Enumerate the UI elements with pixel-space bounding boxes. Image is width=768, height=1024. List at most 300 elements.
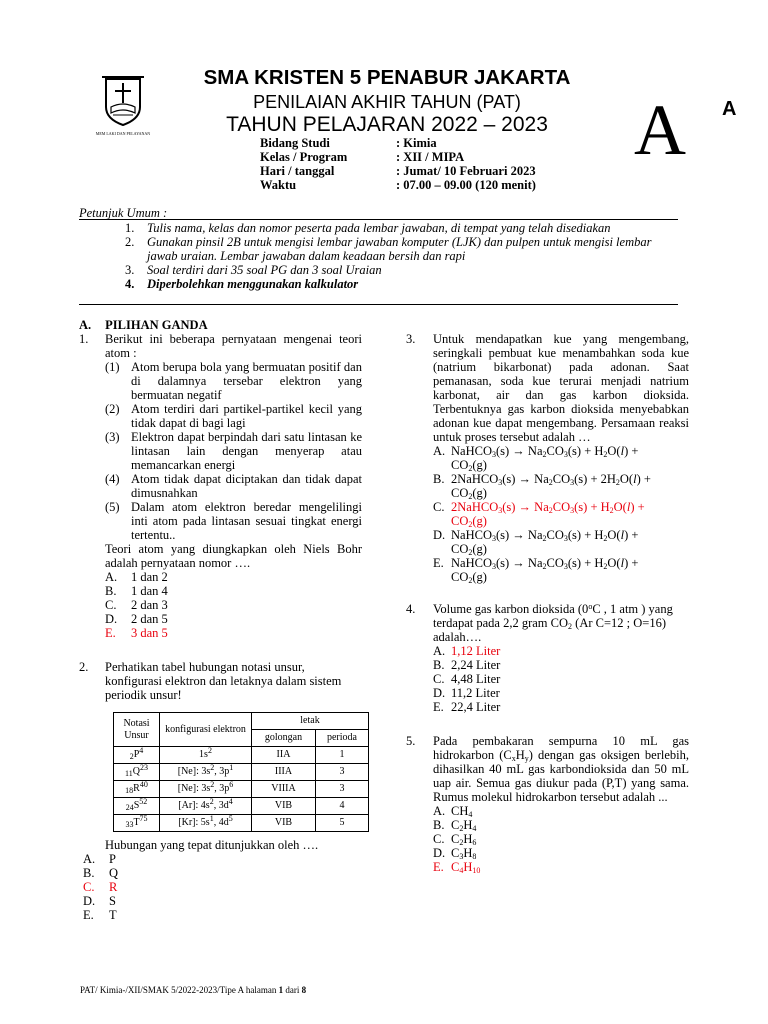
- subscript: 3: [491, 534, 496, 543]
- option-d[interactable]: [83, 894, 362, 908]
- statement-text: Atom berupa bola yang bermuatan positif dan di dalamnya tersebar elektron yang bermuatan negatif: [131, 360, 362, 402]
- cell-notasi: [114, 815, 160, 832]
- formula: CO: [451, 514, 469, 528]
- arrow-product: → Na: [509, 556, 543, 570]
- cell-konfig: [160, 764, 252, 781]
- header-perioda: perioda: [315, 730, 368, 747]
- option-text: Q: [109, 866, 119, 880]
- subscript: y: [524, 754, 529, 763]
- section-divider: [79, 304, 678, 305]
- option-letter: E.: [433, 700, 444, 714]
- instruction-number: 4.: [125, 277, 135, 291]
- section-heading: [79, 318, 208, 332]
- meta-value: : Jumat/ 10 Februari 2023: [396, 164, 536, 178]
- section-title: PILIHAN GANDA: [105, 318, 208, 332]
- config-sup: 1: [229, 763, 234, 772]
- formula: O(: [619, 472, 634, 486]
- page-number: 1: [278, 985, 284, 995]
- instruction-item: [118, 277, 683, 291]
- option-text: 2 dan 3: [131, 598, 168, 612]
- question-text: Hubungan yang tepat ditunjukkan oleh ….: [105, 838, 319, 852]
- config-sup: 2: [209, 797, 214, 806]
- subscript: 3: [491, 450, 496, 459]
- instruction-number: 3.: [125, 263, 135, 277]
- formula: CH: [451, 804, 469, 818]
- instructions-list: [118, 221, 683, 291]
- text-part: (Ar C=12 ; O=16) adalah….: [433, 616, 666, 644]
- subscript: 3: [570, 506, 575, 515]
- element-symbol: P: [133, 749, 140, 760]
- product: (s) + H: [567, 444, 604, 458]
- config-sup: 2: [210, 763, 215, 772]
- option-letter: C.: [433, 500, 445, 514]
- mass-number: 24: [125, 803, 134, 812]
- formula: H: [463, 832, 473, 846]
- option-letter: A.: [433, 444, 446, 458]
- page-total: 8: [301, 985, 307, 995]
- header-konfigurasi: konfigurasi elektron: [160, 713, 252, 747]
- atomic-mass: 23: [139, 763, 148, 772]
- option-letter: C.: [433, 672, 445, 686]
- instruction-item: [118, 235, 683, 263]
- text-part: Pada pembakaran sempurna 10 mL gas hidrokarbon (C: [433, 734, 689, 762]
- option-letter: B.: [105, 584, 117, 598]
- formula: H: [515, 748, 525, 762]
- left-column: [79, 332, 362, 922]
- option-text: 4,48 Liter: [451, 672, 501, 686]
- product: (s) + H: [574, 500, 610, 514]
- formula: H: [463, 818, 473, 832]
- academic-year: TAHUN PELAJARAN 2022 – 2023: [226, 113, 548, 136]
- product: (s) + H: [567, 528, 604, 542]
- option-letter: E.: [433, 860, 444, 874]
- formula: NaHCO: [451, 556, 492, 570]
- subscript: 2: [459, 824, 464, 833]
- state: l: [633, 472, 637, 486]
- option-letter: A.: [105, 570, 118, 584]
- exam-title: PENILAIAN AKHIR TAHUN (PAT): [253, 92, 521, 112]
- subscript: 8: [472, 852, 477, 861]
- periodic-table: [113, 712, 369, 832]
- formula: CO: [552, 472, 571, 486]
- option-b[interactable]: [105, 584, 362, 598]
- question-1: [79, 332, 362, 640]
- table-row: [114, 747, 369, 764]
- cell-notasi: [114, 747, 160, 764]
- subscript: 2: [542, 534, 547, 543]
- option-text: T: [109, 908, 117, 922]
- subscript: 3: [491, 562, 496, 571]
- statement-number: (5): [105, 500, 120, 514]
- meta-label: Hari / tanggal: [260, 164, 335, 178]
- option-letter: B.: [433, 472, 445, 486]
- option-a-answer[interactable]: [433, 644, 689, 658]
- option-letter: B.: [433, 818, 445, 832]
- cell-perioda: 3: [315, 781, 368, 798]
- atomic-mass: 40: [139, 780, 148, 789]
- meta-label: Kelas / Program: [260, 150, 348, 164]
- statement: [105, 472, 362, 500]
- instruction-item: [118, 221, 683, 235]
- table-row: [114, 798, 369, 815]
- option-letter: D.: [433, 686, 446, 700]
- state: (g): [472, 486, 487, 500]
- option-text: 2 dan 5: [131, 612, 168, 626]
- subscript: 3: [498, 506, 503, 515]
- subscript: 3: [563, 562, 568, 571]
- state: (s): [495, 556, 510, 570]
- formula: NaHCO: [457, 500, 499, 514]
- header-notasi: Notasi Unsur: [114, 713, 160, 747]
- state: (s): [495, 444, 510, 458]
- mass-number: 18: [125, 786, 134, 795]
- formula: CO: [546, 444, 564, 458]
- option-text: 11,2 Liter: [451, 686, 500, 700]
- exam-type-letter: A: [634, 90, 686, 170]
- question-5: [406, 734, 689, 874]
- right-column: [406, 332, 689, 874]
- option-c-answer[interactable]: [83, 880, 362, 894]
- instruction-text: Tulis nama, kelas dan nomor peserta pada lembar jawaban, di tempat yang telah disediakan: [147, 221, 611, 235]
- formula: CO: [552, 500, 571, 514]
- subscript: 3: [563, 450, 568, 459]
- option-a[interactable]: [83, 852, 362, 866]
- subscript: x: [511, 754, 516, 763]
- section-letter: A.: [79, 318, 92, 332]
- formula: NaHCO: [451, 528, 492, 542]
- state: (g): [472, 458, 487, 472]
- option-text: P: [109, 852, 116, 866]
- cell-notasi: [114, 798, 160, 815]
- statement-number: (4): [105, 472, 120, 486]
- formula: O(: [607, 556, 621, 570]
- subscript: 3: [570, 478, 575, 487]
- option-e-answer[interactable]: [105, 626, 362, 640]
- subscript: 2: [615, 478, 620, 487]
- subscript: 2: [542, 450, 547, 459]
- text-part: C , 1 atm ) yang terdapat pada 2,2 gram CO: [433, 602, 673, 630]
- option-letter: E.: [433, 556, 444, 570]
- option-text: 1 dan 4: [131, 584, 168, 598]
- question-number: 5.: [406, 734, 416, 748]
- subscript: 3: [459, 852, 464, 861]
- plus: ) +: [624, 556, 639, 570]
- mass-number: 33: [125, 820, 134, 829]
- option-letter: E.: [83, 908, 94, 922]
- question-4: [406, 602, 689, 714]
- config-text: [Ne]: 3s: [177, 766, 211, 777]
- cell-golongan: VIIIA: [252, 781, 316, 798]
- instruction-item: [118, 263, 683, 277]
- cell-golongan: IIIA: [252, 764, 316, 781]
- config-sup: 6: [229, 780, 234, 789]
- statement-text: Atom tidak dapat diciptakan dan tidak dapat dimusnahkan: [131, 472, 362, 500]
- question-text: Perhatikan tabel hubungan notasi unsur, konfigurasi elektron dan letaknya dalam sistem periodik unsur!: [105, 660, 342, 702]
- state: (g): [472, 542, 487, 556]
- subscript: 4: [472, 824, 477, 833]
- config-text: , 3d: [213, 800, 229, 811]
- statement: [105, 430, 362, 472]
- option-text: 1,12 Liter: [451, 644, 501, 658]
- cell-golongan: VIB: [252, 815, 316, 832]
- product: (s) + 2H: [574, 472, 616, 486]
- formula: O(: [613, 500, 627, 514]
- cell-perioda: 5: [315, 815, 368, 832]
- config-text: , 3p: [214, 783, 230, 794]
- plus: ) +: [624, 444, 639, 458]
- cell-golongan: IIA: [252, 747, 316, 764]
- plus: ) +: [630, 500, 645, 514]
- text-part: ) dengan gas oksigen berlebih, dihasilkan 40 mL gas karbondioksida dan 50 mL uap air. Semua gas diukur pada (P,T) yang sama. Rumus molekul hidrokarbon tersebut adalah ...: [433, 748, 689, 804]
- cell-perioda: 3: [315, 764, 368, 781]
- option-e[interactable]: [83, 908, 362, 922]
- subscript: 2: [568, 622, 573, 631]
- config-sup: 2: [210, 780, 215, 789]
- option-b[interactable]: [433, 472, 689, 500]
- config-text: 1s: [199, 749, 208, 760]
- option-a[interactable]: [433, 804, 689, 818]
- option-letter: A.: [433, 804, 446, 818]
- statement-text: Dalam atom elektron beredar mengelilingi inti atom pada lintasan sesuai tingkat energi tertentu..: [131, 500, 362, 542]
- subscript: 3: [563, 534, 568, 543]
- option-b[interactable]: [433, 658, 689, 672]
- option-a[interactable]: [433, 444, 689, 472]
- subscript: 2: [603, 562, 608, 571]
- subscript: 2: [468, 548, 473, 557]
- option-letter: D.: [433, 846, 446, 860]
- state: (s): [502, 472, 516, 486]
- subscript: 10: [472, 866, 481, 875]
- question-intro: Berikut ini beberapa pernyataan mengenai teori atom :: [105, 332, 362, 360]
- option-text: 1 dan 2: [131, 570, 168, 584]
- option-text: S: [109, 894, 116, 908]
- arrow-product: → Na: [515, 500, 549, 514]
- config-sup: 2: [207, 746, 212, 755]
- subscript: 2: [542, 562, 547, 571]
- subscript: 2: [548, 478, 553, 487]
- table-row: [114, 764, 369, 781]
- question-number: 2.: [79, 660, 89, 674]
- element-symbol: R: [133, 783, 140, 794]
- option-letter: B.: [83, 866, 95, 880]
- formula: CO: [451, 542, 469, 556]
- option-text: 22,4 Liter: [451, 700, 501, 714]
- option-letter: E.: [105, 626, 116, 640]
- formula: H: [463, 846, 473, 860]
- option-b[interactable]: [433, 818, 689, 832]
- formula: C: [451, 860, 460, 874]
- config-sup: 4: [228, 797, 233, 806]
- state: l: [626, 500, 631, 514]
- formula: C: [451, 818, 460, 832]
- option-letter: C.: [433, 832, 445, 846]
- formula: NaHCO: [457, 472, 499, 486]
- config-text: , 4d: [213, 817, 229, 828]
- subscript: 2: [609, 506, 614, 515]
- product: (s) + H: [567, 556, 604, 570]
- header-golongan: golongan: [252, 730, 316, 747]
- statement: [105, 500, 362, 542]
- statement-text: Elektron dapat berpindah dari satu lintasan ke lintasan lain dengan menyerap atau memancarkan energi: [131, 430, 362, 472]
- question-2: [79, 660, 362, 922]
- option-c[interactable]: [105, 598, 362, 612]
- instruction-text: Diperbolehkan menggunakan kalkulator: [147, 277, 359, 291]
- question-number: 4.: [406, 602, 416, 616]
- statement-number: (3): [105, 430, 120, 444]
- logo-motto: MEM LAKI DAN PELAYANAN: [95, 131, 151, 136]
- meta-label: Bidang Studi: [260, 136, 330, 150]
- element-symbol: S: [133, 800, 140, 811]
- option-c[interactable]: [433, 832, 689, 846]
- table-row: [114, 815, 369, 832]
- formula: CO: [546, 556, 564, 570]
- option-d[interactable]: [433, 528, 689, 556]
- instructions-divider: [79, 219, 678, 220]
- formula: C: [451, 832, 460, 846]
- formula: CO: [451, 570, 469, 584]
- option-letter: D.: [83, 894, 96, 908]
- instruction-text: Gunakan pinsil 2B untuk mengisi lembar jawaban komputer (LJK) dan pulpen untuk mengisi lembar jawab uraian. Lembar jawaban dalam keadaan bersih dan rapi: [147, 235, 652, 263]
- arrow-product: → Na: [509, 444, 543, 458]
- formula: CO: [451, 458, 469, 472]
- atomic-mass: 75: [139, 814, 148, 823]
- formula: CO: [451, 486, 469, 500]
- text-part: Volume gas karbon dioksida (0: [433, 602, 589, 616]
- config-text: [Ar]: 4s: [178, 800, 210, 811]
- cell-notasi: [114, 781, 160, 798]
- state: l: [620, 528, 625, 542]
- element-symbol: Q: [132, 766, 140, 777]
- state: l: [620, 556, 625, 570]
- option-c[interactable]: [433, 672, 689, 686]
- option-d[interactable]: [433, 686, 689, 700]
- formula: O(: [607, 444, 621, 458]
- coefficient: 2: [451, 500, 458, 514]
- instruction-number: 1.: [125, 221, 135, 235]
- option-letter: A.: [433, 644, 446, 658]
- formula: O(: [607, 528, 621, 542]
- question-number: 1.: [79, 332, 89, 346]
- exam-type-side-letter: A: [722, 98, 737, 120]
- statement: [105, 360, 362, 402]
- question-text: [433, 602, 689, 644]
- question-text: Untuk mendapatkan kue yang mengembang, seringkali pembuat kue menambahkan soda kue (natrium bikarbonat) pada adonan. Saat pemanasan, soda kue terurai menjadi natrium karbonat, air dan gas karbon dioksida. Terbentuknya gas karbon dioksida menyebabkan adonan kue dapat mengembang. Persamaan reaksi untuk proses tersebut adalah …: [433, 332, 689, 444]
- statement-number: (2): [105, 402, 120, 416]
- state: l: [620, 444, 625, 458]
- option-c-answer[interactable]: [433, 500, 689, 528]
- cell-konfig: [160, 747, 252, 764]
- state: (g): [472, 514, 487, 528]
- option-b[interactable]: [83, 866, 362, 880]
- school-name: SMA KRISTEN 5 PENABUR JAKARTA: [203, 66, 571, 89]
- element-symbol: T: [133, 817, 140, 828]
- subscript: 2: [603, 534, 608, 543]
- subscript: 4: [459, 866, 464, 875]
- subscript: 2: [459, 838, 464, 847]
- plus: ) +: [636, 472, 651, 486]
- config-sup: 1: [209, 814, 214, 823]
- degree: o: [588, 602, 593, 611]
- config-text: [Kr]: 5s: [178, 817, 210, 828]
- option-letter: A.: [83, 852, 96, 866]
- footer-text: PAT/ Kimia-/XII/SMAK 5/2022-2023/Tipe A halaman: [80, 985, 279, 995]
- page-footer: [80, 983, 306, 997]
- subscript: 3: [498, 478, 503, 487]
- option-e-answer[interactable]: [433, 860, 689, 874]
- state: (s): [495, 528, 510, 542]
- subscript: 2: [468, 464, 473, 473]
- subscript: 2: [468, 492, 473, 501]
- cell-notasi: [114, 764, 160, 781]
- meta-value: : XII / MIPA: [396, 150, 465, 164]
- school-logo: [98, 73, 148, 129]
- option-d[interactable]: [105, 612, 362, 626]
- formula: H: [463, 860, 473, 874]
- header-letak: letak: [252, 713, 369, 730]
- table-row: [114, 781, 369, 798]
- instruction-text: Soal terdiri dari 35 soal PG dan 3 soal Uraian: [147, 263, 382, 277]
- state: (g): [472, 570, 487, 584]
- option-letter: D.: [105, 612, 118, 626]
- atomic-mass: 52: [139, 797, 148, 806]
- subscript: 6: [472, 838, 477, 847]
- formula: NaHCO: [451, 444, 492, 458]
- instruction-number: 2.: [125, 235, 135, 249]
- config-text: [Ne]: 3s: [177, 783, 211, 794]
- atomic-mass: 4: [139, 746, 144, 755]
- question-3: [406, 332, 689, 584]
- config-text: , 3p: [214, 766, 230, 777]
- subscript: 2: [468, 576, 473, 585]
- option-text: R: [109, 880, 118, 894]
- subscript: 2: [603, 450, 608, 459]
- option-letter: B.: [433, 658, 445, 672]
- subscript: 2: [548, 506, 553, 515]
- instructions-title: Petunjuk Umum :: [79, 206, 168, 220]
- statement-text: Atom terdiri dari partikel-partikel kecil yang tidak dapat di bagi lagi: [131, 402, 362, 430]
- statement: [105, 402, 362, 430]
- footer-text: dari: [283, 985, 302, 995]
- meta-value: : Kimia: [396, 136, 437, 150]
- statement-number: (1): [105, 360, 120, 374]
- cell-konfig: [160, 781, 252, 798]
- cell-konfig: [160, 815, 252, 832]
- state: (s): [502, 500, 516, 514]
- mass-number: 11: [125, 769, 133, 778]
- config-sup: 5: [228, 814, 233, 823]
- subscript: 4: [468, 810, 473, 819]
- coefficient: 2: [451, 472, 458, 486]
- cell-perioda: 1: [315, 747, 368, 764]
- subscript: 2: [468, 520, 473, 529]
- cell-perioda: 4: [315, 798, 368, 815]
- cell-golongan: VIB: [252, 798, 316, 815]
- option-letter: D.: [433, 528, 446, 542]
- meta-label: Waktu: [260, 178, 297, 192]
- option-e[interactable]: [433, 556, 689, 584]
- question-number: 3.: [406, 332, 416, 346]
- option-e[interactable]: [433, 700, 689, 714]
- plus: ) +: [624, 528, 639, 542]
- option-d[interactable]: [433, 846, 689, 860]
- option-letter: C.: [105, 598, 117, 612]
- question-text: Teori atom yang diungkapkan oleh Niels Bohr adalah pernyataan nomor ….: [105, 542, 362, 570]
- question-text: [433, 734, 689, 804]
- option-text: 3 dan 5: [131, 626, 168, 640]
- option-a[interactable]: [105, 570, 362, 584]
- arrow-product: → Na: [509, 528, 543, 542]
- option-letter: C.: [83, 880, 95, 894]
